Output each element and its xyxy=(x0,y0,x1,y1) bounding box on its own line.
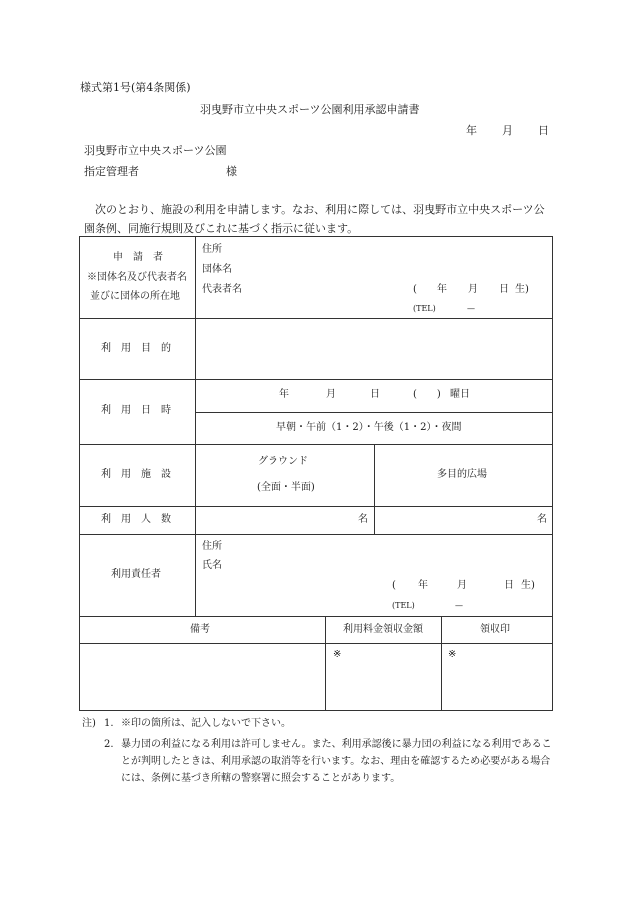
date-year-label: 年 xyxy=(466,124,477,137)
facility-ground-option[interactable]: (全面・半面) xyxy=(257,482,315,493)
time-slot-options[interactable]: 早朝・午前（1・2）・午後（1・2）・夜間 xyxy=(276,422,462,433)
note-2-text: 暴力団の利益になる利用は許可しません。また、利用承認後に暴力団の利益になる利用であることが判明したときは、利用承認の取消等を行います。なお、理由を確認するため必要がある場合には、条例に基づき所轄の警察署に照会することがあります。 xyxy=(121,739,552,784)
page-title: 羽曳野市立中央スポーツ公園利用承認申請書 xyxy=(200,103,420,116)
applicant-label: 申 請 者 xyxy=(113,252,163,263)
responsible-label: 利用責任者 xyxy=(111,569,161,580)
applicant-birth-suffix: 生) xyxy=(515,284,529,295)
responsible-name-field[interactable]: 氏名 xyxy=(202,560,222,571)
applicant-address-field[interactable]: 住所 xyxy=(202,244,222,255)
purpose-field[interactable] xyxy=(196,319,552,379)
facility-label: 利 用 施 設 xyxy=(101,469,171,480)
count-unit-left: 名 xyxy=(358,514,368,525)
form-number: 様式第1号(第4条関係) xyxy=(80,81,191,94)
addressee-park: 羽曳野市立中央スポーツ公園 xyxy=(84,144,227,157)
applicant-sublabel-2: 並びに団体の所在地 xyxy=(90,291,180,302)
responsible-tel-label: (TEL) xyxy=(392,601,415,610)
datetime-weekday-field[interactable]: ( ) xyxy=(413,389,441,400)
notes-prefix: 注) xyxy=(82,718,96,729)
count-unit-right: 名 xyxy=(537,514,547,525)
facility-multipurpose[interactable]: 多目的広場 xyxy=(437,469,487,480)
datetime-month: 月 xyxy=(326,389,336,400)
date-month-label: 月 xyxy=(502,124,513,137)
applicant-sublabel-1: ※団体名及び代表者名 xyxy=(87,272,187,283)
applicant-group-name-field[interactable]: 団体名 xyxy=(202,264,232,275)
addressee-manager: 指定管理者 xyxy=(84,165,139,178)
responsible-tel-dash: — xyxy=(455,601,463,610)
datetime-label: 利 用 日 時 xyxy=(101,405,171,416)
intro-text: 次のとおり、施設の利用を申請します。なお、利用に際しては、羽曳野市立中央スポーツ公園条例、同施行規則及びこれに基づく指示に従います。 xyxy=(84,203,545,235)
applicant-representative-field[interactable]: 代表者名 xyxy=(202,284,242,295)
applicant-tel-dash: — xyxy=(467,304,475,313)
applicant-birth-day: 日 xyxy=(499,284,509,295)
note-1-number: 1. xyxy=(104,718,114,729)
responsible-address-field[interactable]: 住所 xyxy=(202,541,222,552)
responsible-birth-month: 月 xyxy=(457,580,467,591)
datetime-day: 日 xyxy=(370,389,380,400)
remarks-header: 備考 xyxy=(190,624,210,635)
remarks-field[interactable] xyxy=(80,644,325,710)
responsible-birth-open: ( xyxy=(392,580,396,591)
receipt-seal-header: 領収印 xyxy=(480,624,510,635)
responsible-birth-day: 日 xyxy=(504,580,514,591)
responsible-birth-suffix: 生) xyxy=(521,580,535,591)
fee-office-use-mark: ※ xyxy=(333,649,342,660)
honorific: 様 xyxy=(226,165,237,178)
facility-ground[interactable]: グラウンド xyxy=(258,456,308,467)
note-2-number: 2. xyxy=(104,739,114,750)
responsible-birth-year: 年 xyxy=(418,580,428,591)
applicant-birth-year: 年 xyxy=(437,284,447,295)
datetime-year: 年 xyxy=(279,389,289,400)
datetime-weekday-suffix: 曜日 xyxy=(450,389,470,400)
applicant-birth-open: ( xyxy=(413,284,417,295)
date-day-label: 日 xyxy=(538,124,549,137)
applicant-birth-month: 月 xyxy=(468,284,478,295)
purpose-label: 利 用 目 的 xyxy=(101,343,171,354)
seal-office-use-mark: ※ xyxy=(448,649,457,660)
fee-received-header: 利用料金領収金額 xyxy=(343,624,423,635)
note-1-text: ※印の箇所は、記入しないで下さい。 xyxy=(121,718,291,729)
count-label: 利 用 人 数 xyxy=(101,514,171,525)
applicant-tel-label: (TEL) xyxy=(413,304,436,313)
